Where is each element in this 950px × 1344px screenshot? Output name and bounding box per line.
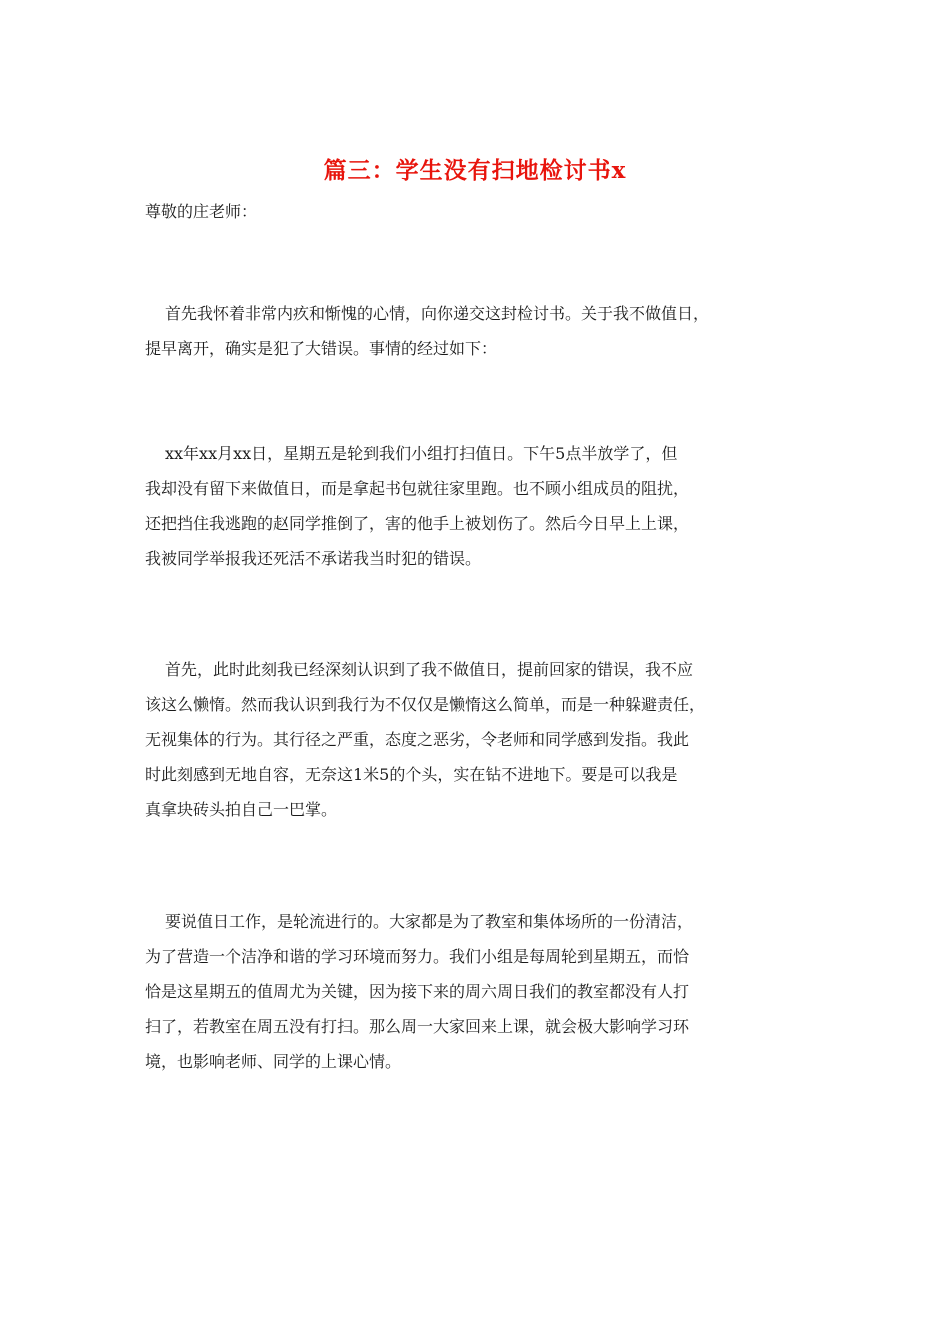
paragraph [145, 904, 810, 1079]
paragraph-line: 为了营造一个洁净和谐的学习环境而努力。我们小组是每周轮到星期五，而恰 [145, 947, 690, 966]
document-title: 篇三：学生没有扫地检讨书x [323, 157, 627, 184]
paragraph-line: xx年xx月xx日，星期五是轮到我们小组打扫值日。下午5点半放学了，但 [165, 444, 678, 463]
paragraph-line: 提早离开，确实是犯了大错误。事情的经过如下： [145, 339, 498, 358]
paragraph-line: 首先我怀着非常内疚和惭愧的心情，向你递交这封检讨书。关于我不做值日， [165, 304, 710, 323]
paragraph-line: 该这么懒惰。然而我认识到我行为不仅仅是懒惰这么简单，而是一种躲避责任， [145, 695, 706, 714]
paragraph-line: 我却没有留下来做值日，而是拿起书包就往家里跑。也不顾小组成员的阻扰， [145, 479, 690, 498]
paragraph [145, 436, 810, 576]
salutation: 尊敬的庄老师： [145, 202, 258, 221]
paragraph-line: 要说值日工作，是轮流进行的。大家都是为了教室和集体场所的一份清洁， [165, 912, 694, 931]
paragraph-line: 时此刻感到无地自容，无奈这1米5的个头，实在钻不进地下。要是可以我是 [145, 765, 678, 784]
paragraph-line: 无视集体的行为。其行径之严重，态度之恶劣，令老师和同学感到发指。我此 [145, 730, 690, 749]
paragraph-line: 真拿块砖头拍自己一巴掌。 [145, 800, 338, 819]
paragraph [145, 296, 810, 366]
paragraph-line: 首先，此时此刻我已经深刻认识到了我不做值日，提前回家的错误，我不应 [165, 660, 694, 679]
paragraph-line: 扫了，若教室在周五没有打扫。那么周一大家回来上课，就会极大影响学习环 [145, 1017, 690, 1036]
paragraph-line: 境，也影响老师、同学的上课心情。 [145, 1052, 402, 1071]
paragraph [145, 652, 810, 827]
paragraph-line: 恰是这星期五的值周尤为关键，因为接下来的周六周日我们的教室都没有人打 [145, 982, 690, 1001]
paragraph-line: 还把挡住我逃跑的赵同学推倒了，害的他手上被划伤了。然后今日早上上课， [145, 514, 690, 533]
paragraph-line: 我被同学举报我还死活不承诺我当时犯的错误。 [145, 549, 482, 568]
